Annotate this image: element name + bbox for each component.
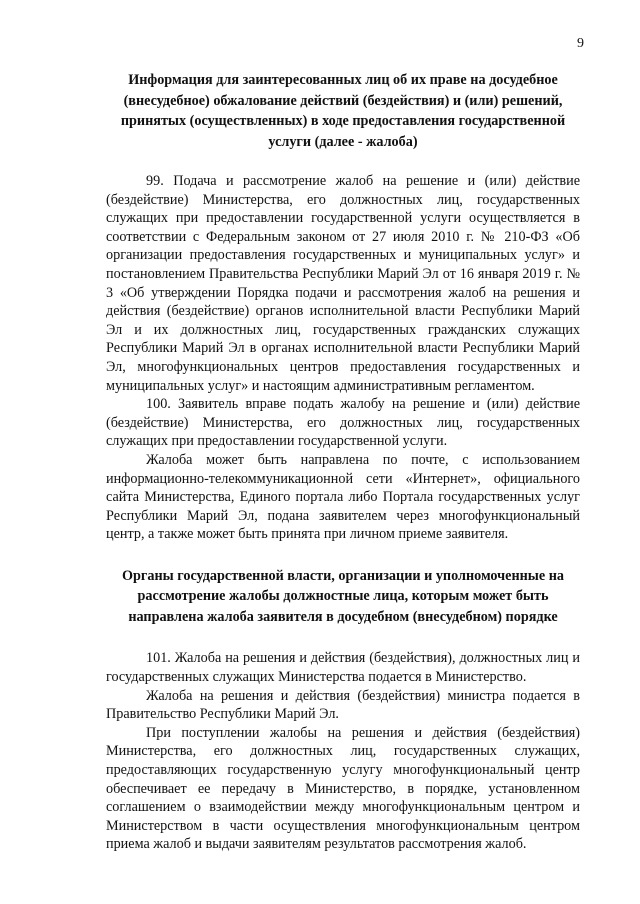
paragraph-100: 100. Заявитель вправе подать жалобу на решение и (или) действие (бездействие) Министерства, его должностных лиц, государственных служащих при предоставлении государственной услуги. (106, 396, 580, 450)
page-number: 9 (577, 36, 584, 51)
paragraph-101-mfc-transfer: При поступлении жалобы на решения и действия (бездействия) Министерства, его должностных лиц, государственных служащих, предоставляющих государственную услугу многофункциональный центр обеспечивает ее передачу в Министерство, в порядке, установленном соглашением о взаимодействии между многофункциональным центром и Министерством в части осуществления многофункциональным центром приема жалоб и выдачи заявителям результатов рассмотрения жалоб. (106, 724, 580, 853)
section-heading-appeal-rights: Информация для заинтересованных лиц об их праве на досудебное (внесудебное) обжалование действий (бездействия) и (или) решений, принятых (осуществленных) в ходе предоставления государственной услуги (далее - жалоба) (120, 72, 566, 150)
section-heading-appeal-bodies: Органы государственной власти, организации и уполномоченные на рассмотрение жалобы должностные лица, которым может быть направлена жалоба заявителя в досудебном (внесудебном) порядке (122, 567, 564, 625)
paragraph-99: 99. Подача и рассмотрение жалоб на решение и (или) действие (бездействие) Министерства, его должностных лиц, государственных служащих при предоставлении государственной услуги осуществляется в соответствии с Федеральным законом от 27 июля 2010 г. № 210-ФЗ «Об организации предоставления государственных и муниципальных услуг» и постановлением Правительства Республики Марий Эл от 16 января 2019 г. № 3 «Об утверждении Порядка подачи и рассмотрения жалоб на решения и действия (бездействие) органов исполнительной власти Республики Марий Эл и их должностных лиц, государственных гражданских служащих Республики Марий Эл в органах исполнительной власти Республики Марий Эл, многофункциональных центров предоставления государственных и муниципальных услуг» и настоящим административным регламентом. (106, 173, 580, 394)
paragraph-101: 101. Жалоба на решения и действия (бездействия), должностных лиц и государственных служащих Министерства подается в Министерство. (106, 650, 580, 685)
paragraph-101-minister: Жалоба на решения и действия (бездействия) министра подается в Правительство Республики Марий Эл. (106, 687, 580, 723)
paragraph-100-submission-methods: Жалоба может быть направлена по почте, с использованием информационно-телекоммуникационной сети «Интернет», официального сайта Министерства, Единого портала либо Портала государственных услуг Республики Марий Эл, подана заявителем через многофункциональный центр, а также может быть принята при личном приеме заявителя. (106, 451, 580, 543)
document-body (106, 70, 580, 854)
